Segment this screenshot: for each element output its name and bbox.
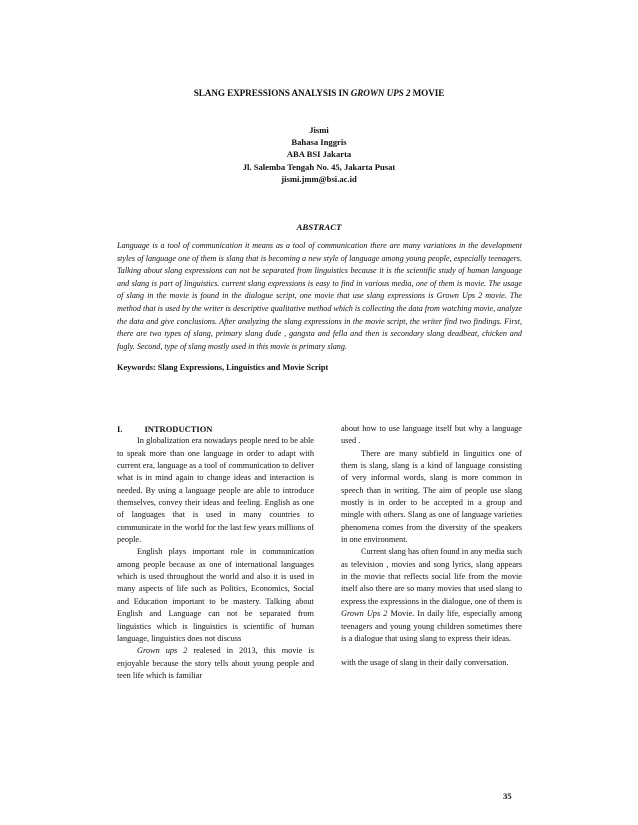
paragraph-text: Movie. In daily life, especially among teenagers and young young children sometimes there is a dialogue that using slang to express their ideas. [341,609,522,643]
author-name: Jismi [309,125,329,135]
body-paragraph: There are many subfield in linguitics one of them is slang, slang is a kind of language consisting of very informal words, slang is more common in speech than in writing. The aim of people use slang mostly is in order to be accepted in a group and mingle with others. Slang as one of language varieties phenomena comes from the diversity of the speakers in one environment. [341,448,522,545]
movie-name: Grown Ups 2 [341,609,388,619]
movie-name: Grown ups 2 [137,646,188,656]
body-paragraph: English plays important role in communication among people because as one of international languages which is used throughout the world and also it is used in many aspects of life such as Politics, Economics, Social and Education important to be mastery. Talking about English and Language can not be separated from linguistics which is linguistics is scientific of human language, linguistics does not discuss [117,547,314,643]
page-number: 35 [503,791,512,801]
paragraph-text: realesed in 2013, this movie is enjoyable because the story tells about young people and teen life which is familiar [117,646,314,680]
body-paragraph: with the usage of slang in their daily conversation. [341,658,509,668]
abstract-text: Language is a tool of communication it means as a tool of communication there are many variations in the development styles of language one of them is slang that is becoming a new style of language among young people, especially teenagers. Talking about slang expressions can not be separated from linguistics because it is the scientific study of human language and slang is part of linguistics. current slang expressions is easy to find in various media, one of them is movie. The usage of slang in the movie is found in the dialogue script, one movie that use slang expressions is Grown Ups 2 movie. The method that is used by the writer is descriptive qualitative method which is collecting the data from watching movie, analyze the data and give conclusions. After analyzing the slang expressions in the movie script, the writer find two findings. First, there are two types of slang, primary slang dude , gangsta and fella and then is secondary slang deadbeat, chicken and fugly. Second, type of slang mostly used in this movie is primary slang. [117,241,522,351]
body-paragraph [341,546,522,645]
title-suffix: MOVIE [410,88,445,98]
body-paragraph: In globalization era nowadays people need to be able to speak more than one language in order to adapt with current era, language as a tool of communication to deliver what is in mind again to change ideas and interaction is needed. By using a language people are able to introduce themselves, convey their ideas and feeling. English as one of languages that is used in many countries to communicate in the world for the last few years millions of people. [117,436,314,545]
abstract-heading: ABSTRACT [296,222,342,232]
left-column [117,423,314,682]
keywords: Keywords: Slang Expressions, Linguistics and Movie Script [117,363,329,372]
author-email: jismi.jmm@bsi.ac.id [281,173,357,184]
paragraph-gap [341,645,522,657]
right-column [341,423,522,670]
body-paragraph: about how to use language itself but why a language used . [341,424,522,446]
author-block [0,124,638,185]
title-movie-name: GROWN UPS 2 [350,88,411,98]
section-number: I. [117,424,123,434]
author-department: Bahasa Inggris [291,137,347,148]
body-paragraph [117,645,314,682]
section-title: INTRODUCTION [144,424,213,434]
section-heading [117,423,314,435]
paragraph-text: Current slang has often found in any media such as television , movies and song lyrics, slang appears in the movie that reflects social life from the movie itself also there are so many movies that used slang to express the expressions in the dialogue, one of them is [341,547,522,606]
title-prefix: SLANG EXPRESSIONS ANALYSIS IN [193,88,351,98]
author-address: Jl. Salemba Tengah No. 45, Jakarta Pusat [242,161,396,172]
paper-title [0,88,638,98]
author-institution: ABA BSI Jakarta [286,149,352,160]
